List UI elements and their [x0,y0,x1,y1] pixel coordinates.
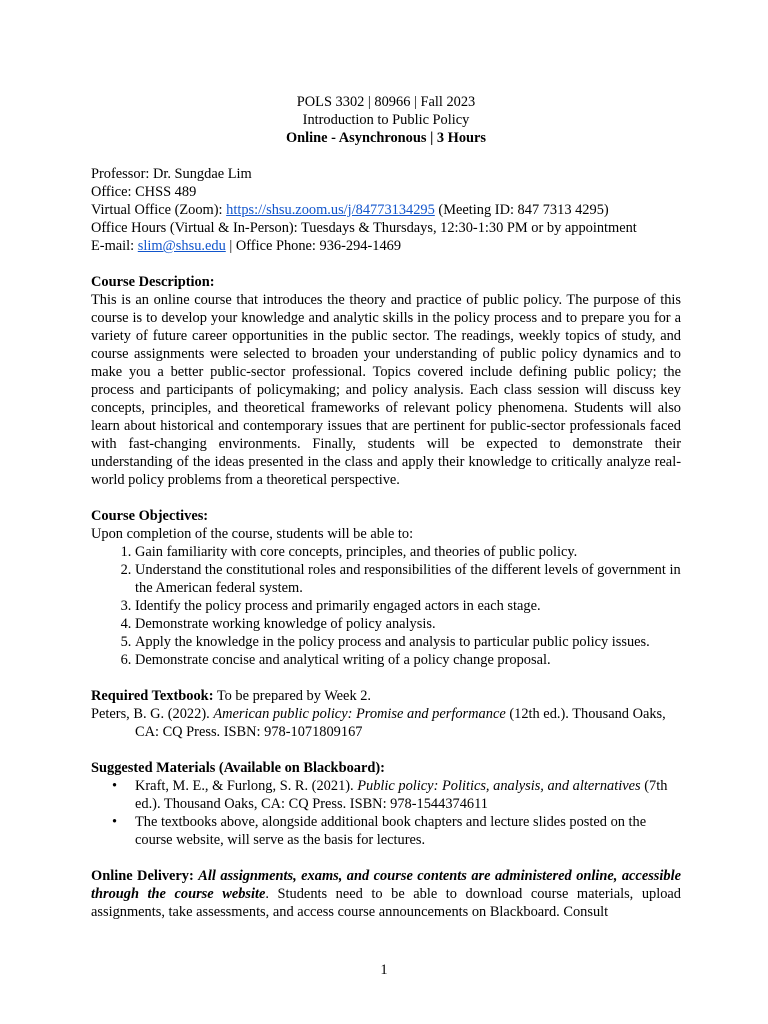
list-item: • The textbooks above, alongside additional book chapters and lecture slides posted on the course website, will serve as the basis for lectures. [112,814,647,848]
list-item: 3. Identify the policy process and primarily engaged actors in each stage. [135,597,681,615]
list-item: 1. Gain familiarity with core concepts, principles, and theories of public policy. [135,543,681,561]
office-hours: Office Hours (Virtual & In-Person): Tuesdays & Thursdays, 12:30-1:30 PM or by appointment [91,220,637,236]
materials-heading: Suggested Materials (Available on Blackboard): [91,760,385,776]
course-format: Online - Asynchronous | 3 Hours [285,130,487,146]
description-text: This is an online course that introduces the theory and practice of public policy. The purpose of this course is to develop your knowledge and analytic skills in the policy process and to prepare you for a variety of future career opportunities in the public sector. The readings, weekly topics of study, and course assignments were selected to broaden your understanding of public policy dynamics and to make you a better public-sector professional. Topics covered include defining public policy; the process and participants of policymaking; and policy analysis. Each class session will discuss key concepts, principles, and theoretical frameworks of relevant policy phenomena. Students will also learn about historical and contemporary issues that are pertinent for public-sector professionals faced with fast-changing environments. Finally, students will be expected to demonstrate their understanding of the ideas presented in the class and apply their knowledge to critically analyze real-world policy problems from a theoretical perspective. [91,292,681,488]
textbook-citation: Peters, B. G. (2022). American public policy: Promise and performance (12th ed.). Thousand Oaks, CA: CQ Press. ISBN: 978-1071809167 [91,706,666,740]
objectives-intro: Upon completion of the course, students will be able to: [91,526,414,542]
description-heading: Course Description: [91,274,215,290]
objectives-heading: Course Objectives: [91,508,209,524]
list-item: 5. Apply the knowledge in the policy process and analysis to particular public policy issues. [135,633,681,651]
page-number: 1 [380,962,388,978]
email-line: E-mail: slim@shsu.edu | Office Phone: 936-294-1469 [91,238,402,254]
bullet-icon: • [112,814,118,830]
office-location: Office: CHSS 489 [91,184,197,200]
list-item: 4. Demonstrate working knowledge of policy analysis. [135,615,681,633]
delivery-paragraph: Online Delivery: All assignments, exams, and course contents are administered online, accessible through the course website. Students need to be able to download course materials, upload assignments, take assessments, and access course announcements on Blackboard. Consult [91,868,681,920]
professor-name: Professor: Dr. Sungdae Lim [91,166,252,182]
materials-list [91,777,681,849]
virtual-office: Virtual Office (Zoom): https://shsu.zoom.us/j/84773134295 (Meeting ID: 847 7313 4295) [91,202,609,218]
zoom-link[interactable]: https://shsu.zoom.us/j/84773134295 [226,202,435,218]
list-item: • Kraft, M. E., & Furlong, S. R. (2021). Public policy: Politics, analysis, and alternatives (7th ed.). Thousand Oaks, CA: CQ Press. ISBN: 978-1544374611 [112,778,668,812]
email-link[interactable]: slim@shsu.edu [137,238,226,254]
list-item: 6. Demonstrate concise and analytical writing of a policy change proposal. [135,651,681,669]
document-page [91,93,681,921]
textbook-line: Required Textbook: To be prepared by Week 2. [91,688,372,704]
bullet-icon: • [112,778,118,794]
list-item: 2. Understand the constitutional roles and responsibilities of the different levels of government in the American federal system. [135,561,681,597]
objectives-list [91,543,681,669]
course-title: Introduction to Public Policy [302,112,470,128]
course-code: POLS 3302 | 80966 | Fall 2023 [296,94,476,110]
